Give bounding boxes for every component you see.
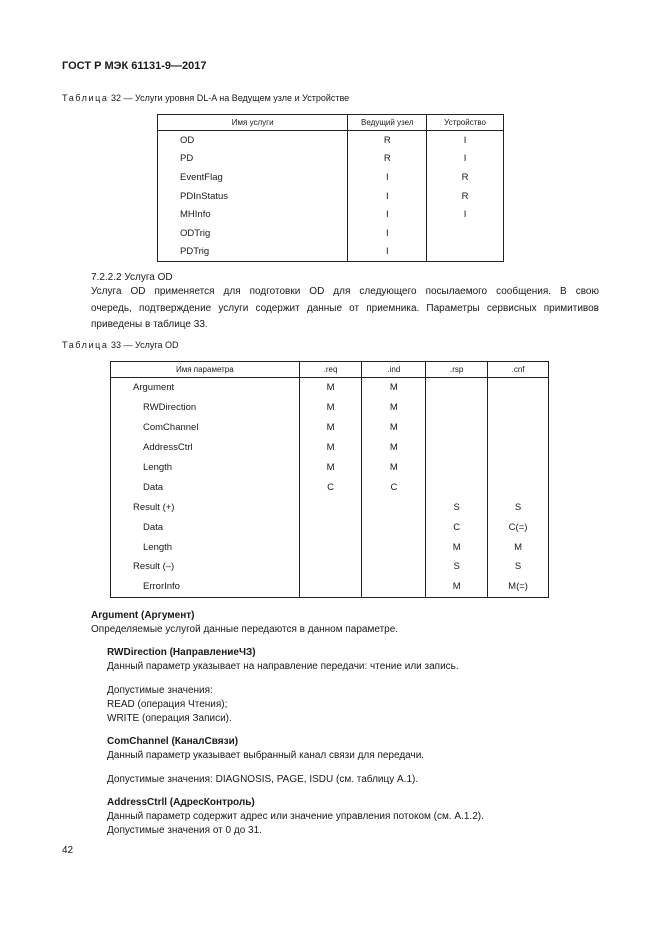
caption-word: Таблица: [62, 340, 109, 350]
value-cell: [362, 517, 426, 537]
caption-word: Таблица: [62, 93, 109, 103]
value-cell: [299, 577, 362, 597]
value-cell: I: [427, 205, 504, 224]
column-header: Устройство: [427, 115, 504, 131]
table-row: [158, 243, 504, 262]
value-cell: M: [299, 418, 362, 438]
value-cell: I: [348, 243, 427, 262]
value-cell: M: [488, 537, 549, 557]
table-row: [111, 557, 549, 577]
comchannel-title: ComChannel (КаналСвязи): [107, 736, 239, 747]
addressctrl-text: Данный параметр содержит адрес или значение управления потоком (см. А.1.2).: [107, 811, 484, 822]
row-label-cell: Argument: [111, 378, 300, 398]
row-label-cell: Data: [111, 517, 300, 537]
caption-text: 33 — Услуга OD: [111, 340, 179, 350]
comchannel-allowed: Допустимые значения: DIAGNOSIS, PAGE, ISDU (см. таблицу А.1).: [107, 774, 419, 785]
value-cell: M: [362, 378, 426, 398]
table-row: [111, 537, 549, 557]
section-paragraph: [91, 284, 599, 334]
value-cell: M: [299, 378, 362, 398]
value-cell: [362, 497, 426, 517]
row-label-cell: PDInStatus: [158, 187, 348, 206]
page-number: 42: [62, 845, 74, 856]
value-cell: I: [427, 131, 504, 150]
value-cell: [427, 224, 504, 243]
table-row: [111, 577, 549, 597]
value-cell: M: [426, 537, 488, 557]
table-row: [158, 205, 504, 224]
value-cell: [426, 438, 488, 458]
row-label-cell: PDTrig: [158, 243, 348, 262]
row-label-cell: ComChannel: [111, 418, 300, 438]
row-label-cell: EventFlag: [158, 168, 348, 187]
value-cell: M: [299, 398, 362, 418]
section-heading: 7.2.2.2 Услуга OD: [91, 272, 173, 283]
value-cell: M: [362, 418, 426, 438]
row-label-cell: MHInfo: [158, 205, 348, 224]
value-cell: I: [348, 187, 427, 206]
value-cell: M(=): [488, 577, 549, 597]
value-cell: [299, 537, 362, 557]
row-label-cell: RWDirection: [111, 398, 300, 418]
value-cell: [362, 537, 426, 557]
value-cell: [426, 378, 488, 398]
table-row: [158, 187, 504, 206]
value-cell: [426, 398, 488, 418]
addressctrl-title: AddressCtrll (АдресКонтроль): [107, 797, 255, 808]
value-cell: M: [362, 398, 426, 418]
value-cell: [426, 418, 488, 438]
row-label-cell: ODTrig: [158, 224, 348, 243]
row-label-cell: Length: [111, 537, 300, 557]
value-cell: S: [426, 497, 488, 517]
value-cell: M: [299, 458, 362, 478]
value-cell: [426, 458, 488, 478]
value-cell: M: [362, 458, 426, 478]
row-label-cell: Result (+): [111, 497, 300, 517]
rwdirection-title: RWDirection (НаправлениеЧЗ): [107, 647, 256, 658]
value-cell: [488, 418, 549, 438]
table-row: [111, 477, 549, 497]
value-cell: R: [427, 187, 504, 206]
value-cell: R: [348, 150, 427, 169]
value-cell: [362, 557, 426, 577]
table-33: [110, 361, 549, 598]
table-32-caption: [62, 93, 349, 103]
value-cell: [488, 398, 549, 418]
row-label-cell: ErrorInfo: [111, 577, 300, 597]
comchannel-text: Данный параметр указывает выбранный канал связи для передачи.: [107, 750, 425, 761]
value-cell: [488, 477, 549, 497]
table-row: [111, 517, 549, 537]
value-cell: I: [348, 224, 427, 243]
table-row: [111, 458, 549, 478]
value-cell: [427, 243, 504, 262]
argument-text: Определяемые услугой данные передаются в данном параметре.: [91, 624, 399, 635]
value-cell: [362, 577, 426, 597]
value-cell: I: [348, 205, 427, 224]
value-cell: S: [488, 497, 549, 517]
value-cell: R: [427, 168, 504, 187]
table-row: [158, 168, 504, 187]
table-row: [111, 418, 549, 438]
rwdirection-text: Данный параметр указывает на направление передачи: чтение или запись.: [107, 661, 459, 672]
value-cell: R: [348, 131, 427, 150]
value-cell: C: [362, 477, 426, 497]
value-cell: I: [348, 168, 427, 187]
table-row: [111, 438, 549, 458]
value-cell: C: [426, 517, 488, 537]
row-label-cell: Result (–): [111, 557, 300, 577]
value-cell: [299, 497, 362, 517]
value-cell: S: [488, 557, 549, 577]
value-cell: [488, 458, 549, 478]
value-cell: C(=): [488, 517, 549, 537]
rwdirection-allowed: Допустимые значения:: [107, 685, 213, 696]
value-cell: [426, 477, 488, 497]
value-cell: [299, 557, 362, 577]
table-row: [111, 497, 549, 517]
value-cell: I: [427, 150, 504, 169]
value-cell: [488, 378, 549, 398]
table-row: [158, 131, 504, 150]
value-cell: [488, 438, 549, 458]
rwdirection-read: READ (операция Чтения);: [107, 699, 228, 710]
table-row: [158, 224, 504, 243]
value-cell: S: [426, 557, 488, 577]
column-header: .rsp: [426, 362, 488, 378]
paragraph-line: Услуга OD применяется для подготовки OD для следующего посылаемого сообщения. В свою: [91, 286, 599, 297]
row-label-cell: AddressCtrl: [111, 438, 300, 458]
value-cell: M: [426, 577, 488, 597]
value-cell: [299, 517, 362, 537]
table-row: [111, 398, 549, 418]
column-header: .req: [299, 362, 362, 378]
column-header: Имя услуги: [158, 115, 348, 131]
column-header: Ведущий узел: [348, 115, 427, 131]
column-header: .cnf: [488, 362, 549, 378]
table-32: [157, 114, 504, 262]
column-header: Имя параметра: [111, 362, 300, 378]
row-label-cell: PD: [158, 150, 348, 169]
caption-text: 32 — Услуги уровня DL-A на Ведущем узле и Устройстве: [111, 93, 350, 103]
table-33-caption: [62, 340, 179, 350]
row-label-cell: Length: [111, 458, 300, 478]
rwdirection-write: WRITE (операция Записи).: [107, 713, 232, 724]
column-header: .ind: [362, 362, 426, 378]
table-row: [158, 150, 504, 169]
value-cell: M: [299, 438, 362, 458]
paragraph-line: очередь, подтверждение услуги содержит данные от приемника. Параметры сервисных примитивов: [91, 302, 599, 314]
document-header: ГОСТ Р МЭК 61131-9—2017: [62, 60, 207, 72]
addressctrl-allowed: Допустимые значения от 0 до 31.: [107, 825, 262, 836]
paragraph-line: приведены в таблице 33.: [91, 319, 208, 330]
row-label-cell: OD: [158, 131, 348, 150]
value-cell: C: [299, 477, 362, 497]
table-row: [111, 378, 549, 398]
argument-title: Argument (Аргумент): [91, 610, 195, 621]
row-label-cell: Data: [111, 477, 300, 497]
value-cell: M: [362, 438, 426, 458]
